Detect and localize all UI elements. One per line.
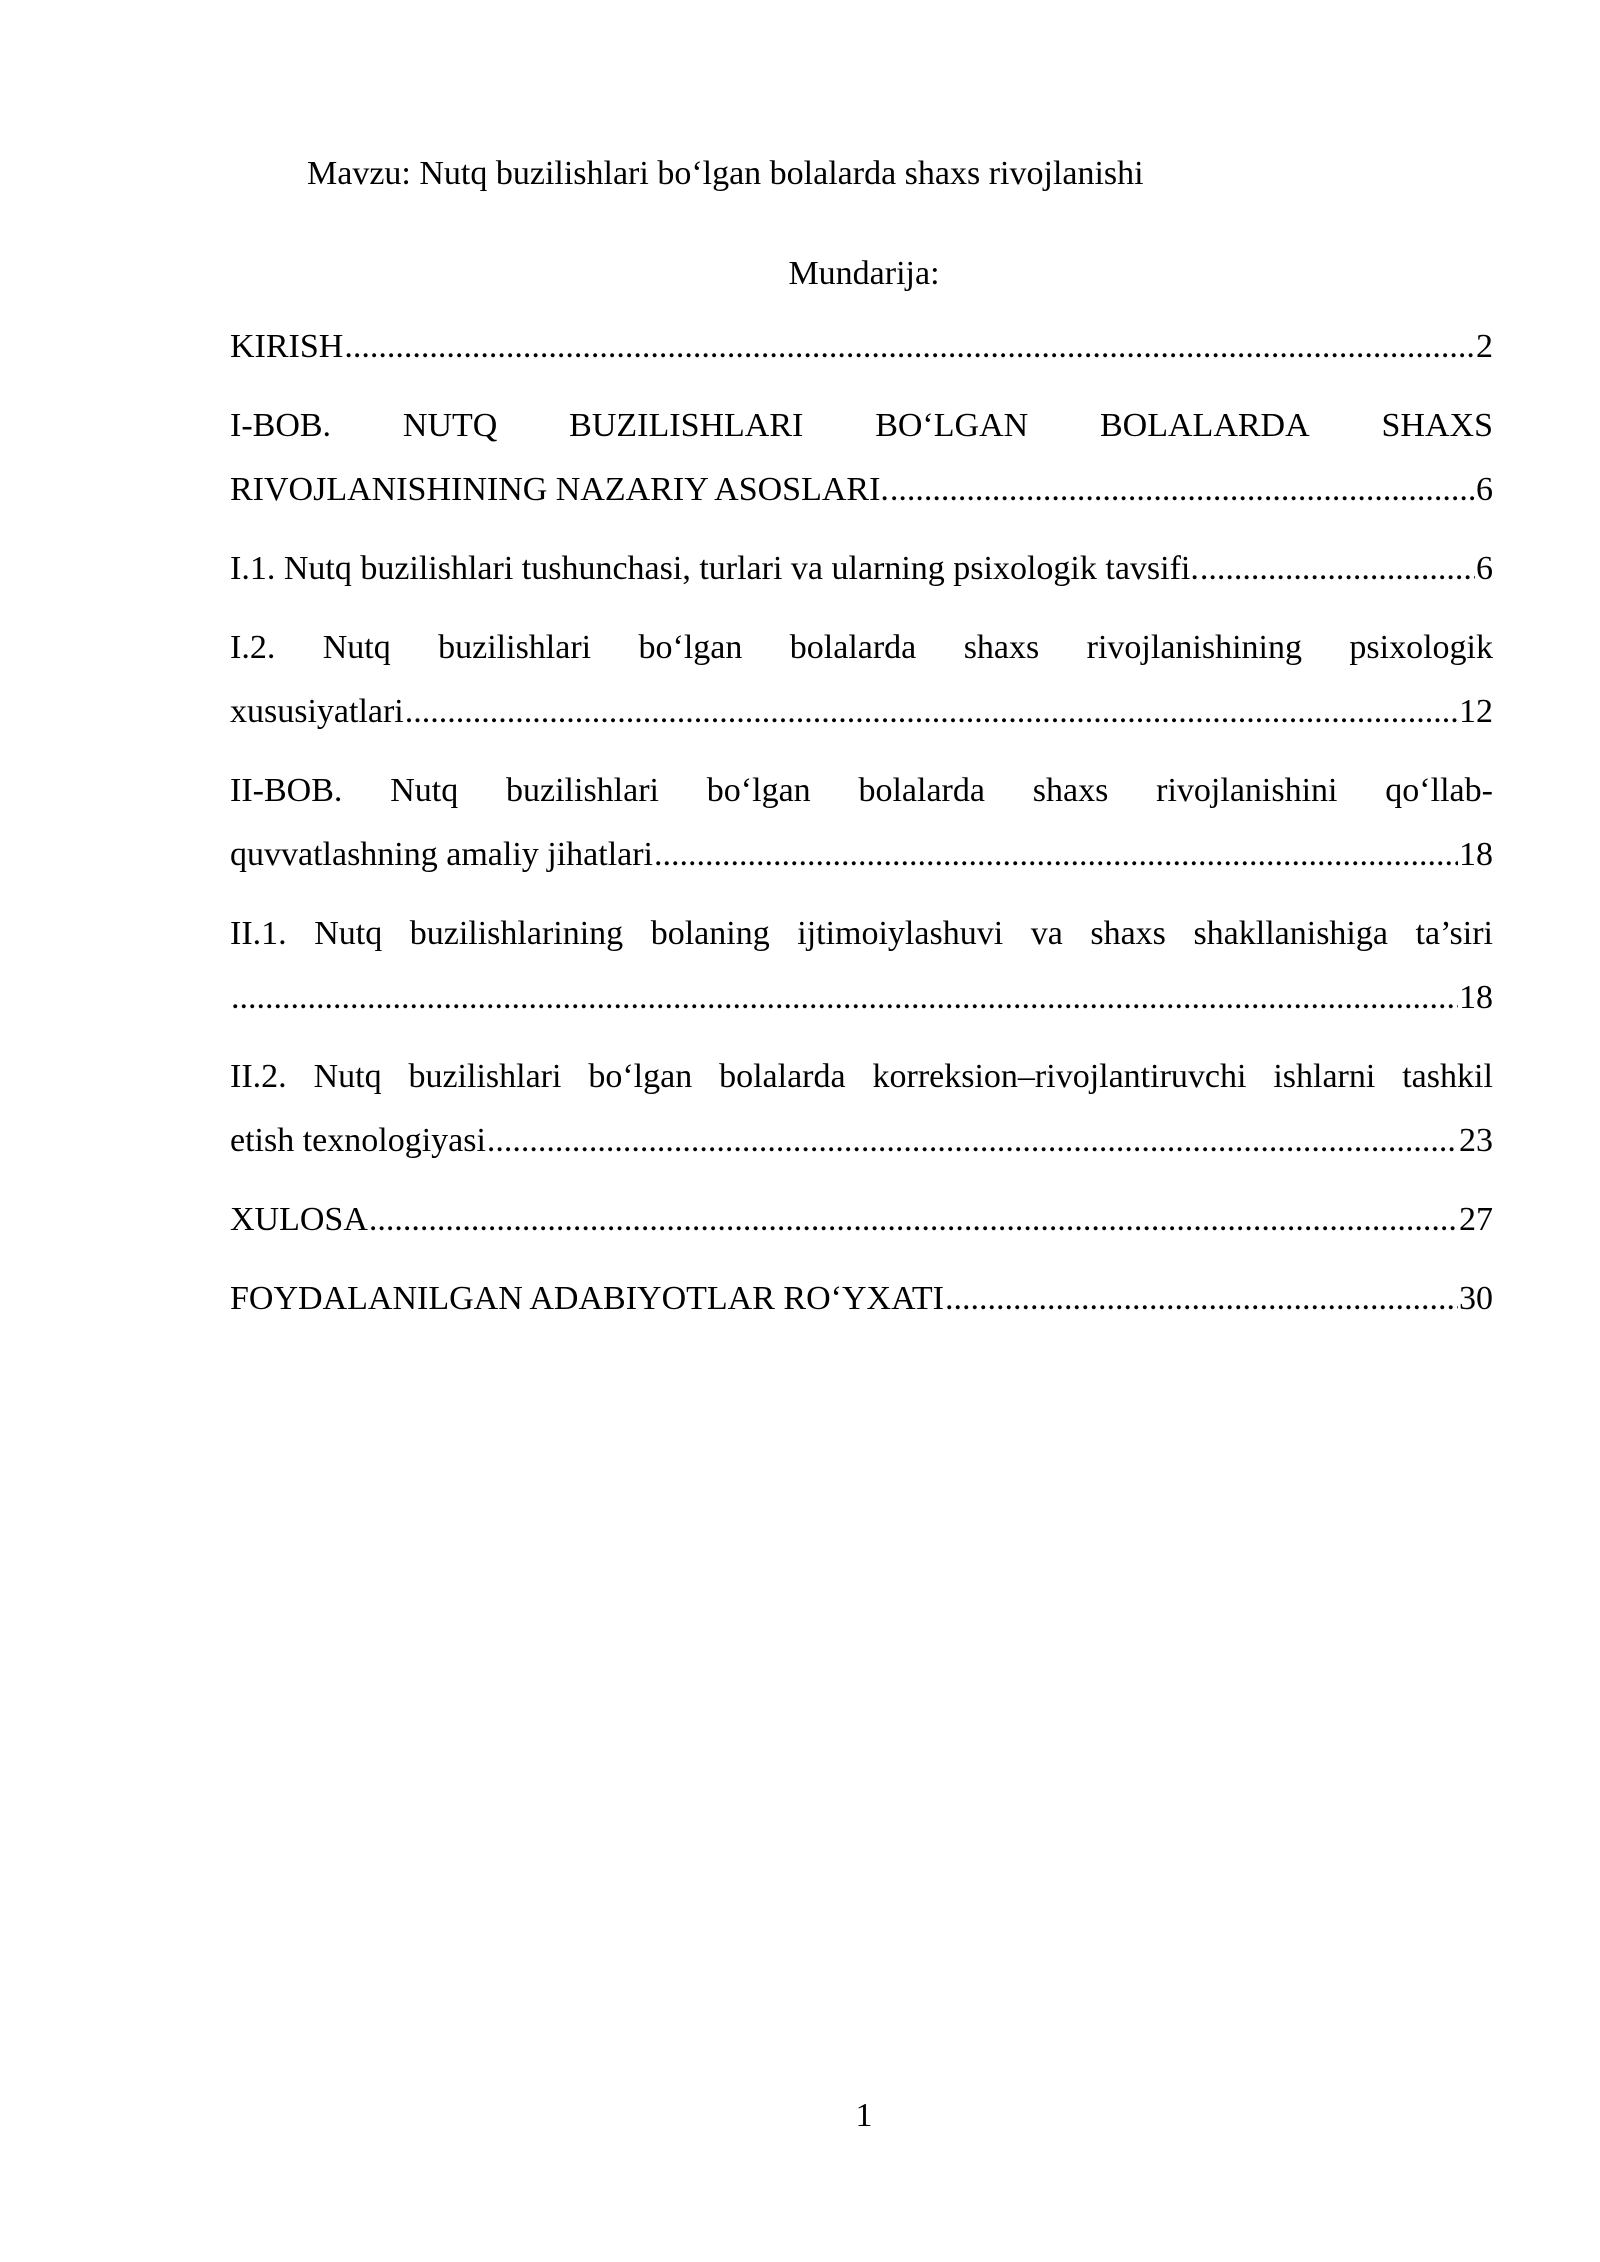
toc-page-number: 27 [1459,1201,1493,1238]
toc-word: bolalarda [789,629,917,666]
toc-page-number: 30 [1459,1280,1493,1317]
toc-line [230,680,1493,744]
toc-page-number: 6 [1476,471,1493,508]
toc-word: buzilishlari [506,772,659,809]
toc-word: II-BOB. [230,772,343,809]
dot-leader [344,315,1475,379]
toc-word: NUTQ [402,407,498,444]
toc-word: Nutq [313,1058,382,1095]
table-of-contents [230,315,1493,1346]
toc-page-number: 12 [1459,693,1493,730]
toc-word: bo‘lgan [588,1058,693,1095]
toc-page-number: 2 [1476,328,1493,365]
toc-word: I.2. [230,629,276,666]
toc-entry-section-2-1[interactable] [230,902,1493,1030]
toc-word: shaxs [1090,915,1166,952]
toc-line-justified [230,759,1493,823]
toc-word: bo‘lgan [638,629,743,666]
toc-entry-label: I.1. Nutq buzilishlari tushunchasi, turlari va ularning psixologik tavsifi. [230,550,1199,587]
toc-entry-section-1-1[interactable] [230,537,1493,601]
toc-word: bolalarda [858,772,985,809]
toc-line [230,966,1493,1030]
toc-entry-label: etish texnologiyasi [230,1122,486,1159]
toc-word: BO‘LGAN [875,407,1029,444]
toc-entry-xulosa[interactable] [230,1188,1493,1252]
dot-leader [405,680,1458,744]
toc-line [230,1109,1493,1173]
toc-word: bolalarda [719,1058,846,1095]
toc-word: Nutq [314,915,383,952]
toc-entry-section-1-2[interactable] [230,616,1493,744]
toc-entry-label: FOYDALANILGAN ADABIYOTLAR RO‘YXATI [230,1280,944,1317]
toc-word: II.1. [230,915,287,952]
toc-page-number: 23 [1459,1122,1493,1159]
toc-line [230,1267,1493,1331]
toc-entry-chapter-1[interactable] [230,394,1493,522]
toc-heading: Mundarija: [788,255,940,292]
toc-word: shaxs [963,629,1040,666]
toc-word: Nutq [322,629,391,666]
toc-line-justified [230,394,1493,458]
dot-leader [1200,537,1475,601]
toc-word: ijtimoiylashuvi [797,915,1004,952]
toc-entry-label: XULOSA [230,1201,368,1238]
toc-word: tashkil [1402,1058,1493,1095]
toc-word: I-BOB. [230,407,332,444]
toc-line [230,1188,1493,1252]
toc-line-justified [230,1045,1493,1109]
toc-line [230,823,1493,887]
toc-word: psixologik [1349,629,1493,666]
toc-entry-label: xususiyatlari [230,693,404,730]
toc-page-number: 6 [1476,550,1493,587]
toc-word: ta’siri [1415,915,1493,952]
dot-leader [945,1267,1458,1331]
toc-word: buzilishlarining [409,915,624,952]
toc-line [230,315,1493,379]
toc-word: BUZILISHLARI [569,407,804,444]
toc-entry-label: quvvatlashning amaliy jihatlari [230,836,654,873]
dot-leader [369,1188,1458,1252]
toc-word: rivojlanishining [1086,629,1302,666]
toc-word: shakllanishiga [1193,915,1388,952]
page-number: 1 [855,2097,873,2134]
toc-word: va [1030,915,1063,952]
toc-line-justified [230,902,1493,966]
dot-leader [231,966,1458,1030]
dot-leader [890,458,1475,522]
toc-entry-chapter-2[interactable] [230,759,1493,887]
toc-word: ishlarni [1273,1058,1376,1095]
toc-entry-label: KIRISH [230,328,344,365]
toc-word: rivojlanishini [1156,772,1338,809]
toc-line [230,458,1493,522]
toc-word: qo‘llab- [1385,772,1493,809]
dot-leader [487,1109,1458,1173]
dot-leader [654,823,1458,887]
toc-line [230,537,1493,601]
toc-word: buzilishlari [408,1058,562,1095]
toc-word: bolaning [650,915,770,952]
toc-line-justified [230,616,1493,680]
toc-word: buzilishlari [438,629,592,666]
toc-word: BOLALARDA [1100,407,1310,444]
topic-title: Mavzu: Nutq buzilishlari bo‘lgan bolalarda shaxs rivojlanishi [307,155,1144,192]
toc-page-number: 18 [1459,979,1493,1016]
toc-word: shaxs [1032,772,1109,809]
toc-entry-label: RIVOJLANISHINING NAZARIY ASOSLARI. [230,471,889,508]
toc-word: korreksion–rivojlantiruvchi [872,1058,1247,1095]
toc-word: SHAXS [1381,407,1493,444]
toc-entry-section-2-2[interactable] [230,1045,1493,1173]
toc-entry-kirish[interactable] [230,315,1493,379]
toc-entry-references[interactable] [230,1267,1493,1331]
toc-page-number: 18 [1459,836,1493,873]
toc-word: bo‘lgan [706,772,811,809]
toc-word: II.2. [230,1058,287,1095]
toc-word: Nutq [390,772,459,809]
